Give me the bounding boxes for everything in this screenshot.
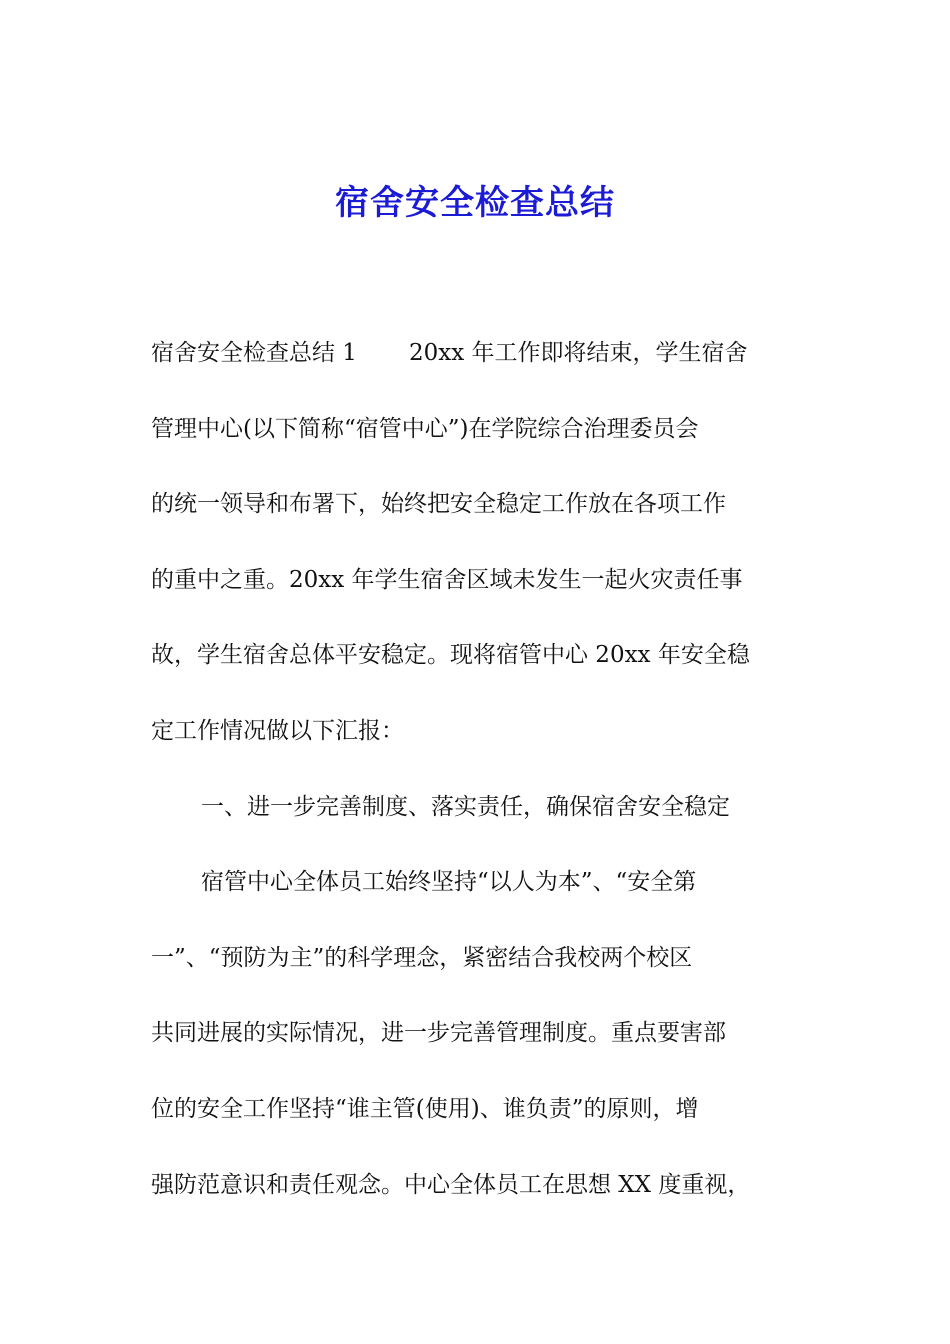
paragraph-line: 宿管中心全体员工始终坚持“以人为本”、“安全第: [201, 869, 697, 896]
paragraph-line: 一”、“预防为主”的科学理念，紧密结合我校两个校区: [151, 944, 693, 971]
paragraph-line: 定工作情况做以下汇报：: [151, 717, 404, 744]
paragraph-line: 位的安全工作坚持“谁主管(使用)、谁负责”的原则，增: [151, 1095, 699, 1122]
paragraph-line: 强防范意识和责任观念。中心全体员工在思想 XX 度重视，: [151, 1171, 751, 1198]
paragraph-line: [151, 330, 811, 406]
section-heading: 一、进一步完善制度、落实责任，确保宿舍安全稳定: [201, 793, 730, 820]
paragraph-line: 故，学生宿舍总体平安稳定。现将宿管中心 20xx 年安全稳: [151, 642, 750, 669]
line-text: 20xx 年工作即将结束，学生宿舍: [408, 340, 748, 366]
document-body: [151, 330, 811, 1237]
section-label: 宿舍安全检查总结 1: [151, 340, 357, 366]
document-title: 宿舍安全检查总结: [335, 183, 615, 223]
paragraph-line: 的重中之重。20xx 年学生宿舍区域未发生一起火灾责任事: [151, 566, 743, 593]
paragraph-line: 的统一领导和布署下，始终把安全稳定工作放在各项工作: [151, 491, 726, 518]
paragraph-line: 管理中心(以下简称“宿管中心”)在学院综合治理委员会: [151, 415, 699, 442]
paragraph-line: 共同进展的实际情况，进一步完善管理制度。重点要害部: [151, 1020, 726, 1047]
